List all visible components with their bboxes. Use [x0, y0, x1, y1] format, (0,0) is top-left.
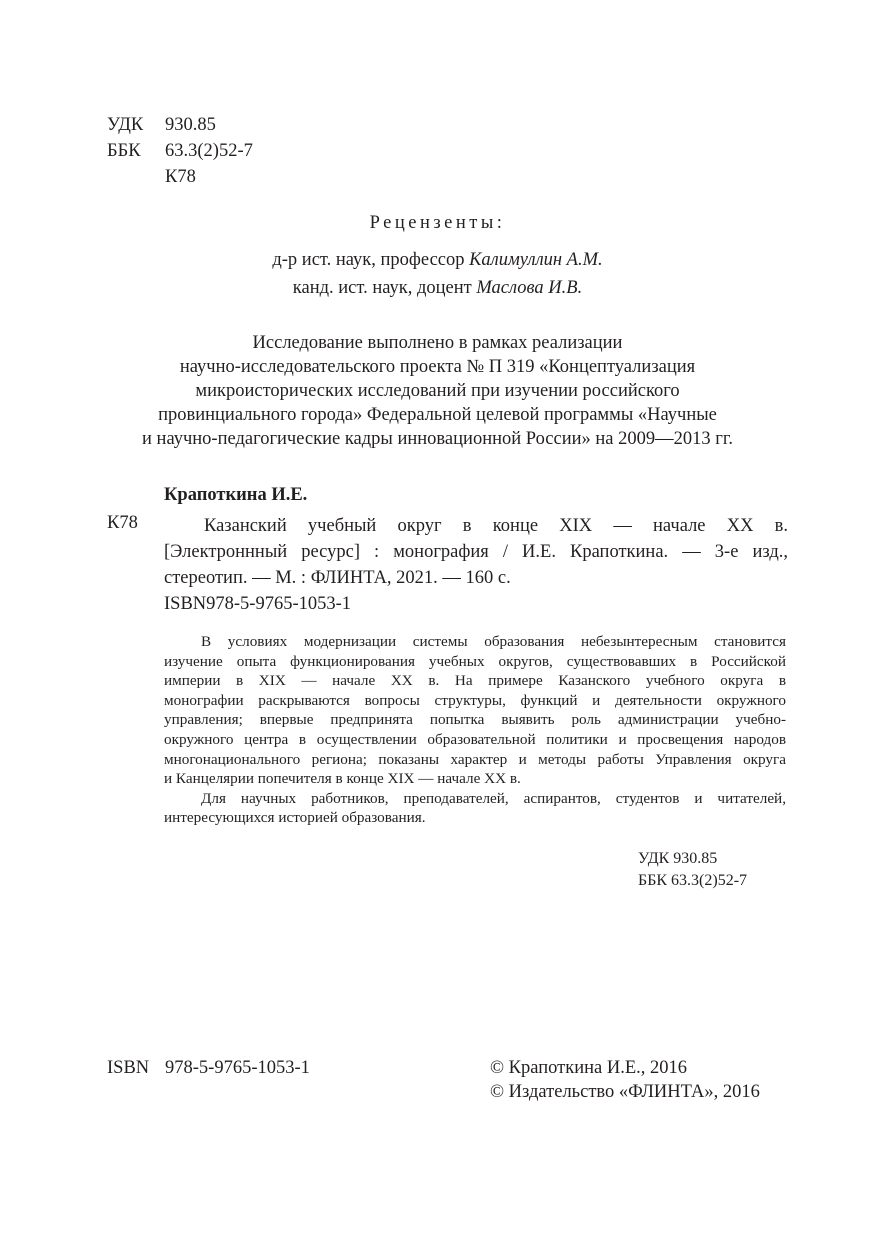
catalog-line: Казанский учебный округ в конце XIX — начале XX в. [204, 516, 788, 536]
funding-note-line: научно-исследовательского проекта № П 319 «Концептуализация [179, 357, 696, 377]
catalog-isbn: ISBN978-5-9765-1053-1 [164, 594, 352, 614]
funding-note-line: провинциального города» Федеральной целевой программы «Научные [158, 405, 717, 425]
reviewer-1-title: д-р ист. наук, профессор [272, 250, 465, 270]
isbn-value: 978-5-9765-1053-1 [165, 1058, 310, 1078]
copyright-author: © Крапоткина И.Е., 2016 [490, 1058, 688, 1078]
catalog-line: стереотип. — М. : ФЛИНТА, 2021. — 160 с. [164, 568, 511, 588]
catalog-author: Крапоткина И.Е. [164, 485, 308, 505]
udk-value: 930.85 [165, 115, 216, 135]
annotation-line: В условиях модернизации системы образования небезынтересным становится [201, 633, 786, 650]
annotation-line: управления; впервые предпринята попытка выявить роль администрации учебно- [164, 711, 786, 729]
catalog-line: [Электроннный ресурс] : монография / И.Е. Крапоткина. — 3-е изд., [164, 542, 788, 562]
udk-label: УДК [107, 115, 144, 135]
isbn-line [107, 1058, 310, 1079]
catalog-mark: К78 [107, 513, 138, 533]
reviewer-1 [0, 250, 875, 271]
annotation-line: окружного центра в осуществлении образовательной политики и просвещения народов [164, 730, 786, 748]
annotation-line: империи в XIX — начале XX в. На примере Казанского учебного округа в [164, 672, 786, 690]
funding-note-line: и научно-педагогические кадры инновационной России» на 2009—2013 гг. [142, 429, 733, 449]
funding-note-line: микроисторических исследований при изучении российского [195, 381, 680, 401]
reviewer-2-name: Маслова И.В. [476, 278, 583, 298]
funding-note-line: Исследование выполнено в рамках реализации [252, 333, 623, 353]
copyright-publisher: © Издательство «ФЛИНТА», 2016 [490, 1082, 760, 1102]
bbk-line [107, 141, 253, 162]
annotation-line: и Канцелярии попечителя в конце XIX — начале XX в. [164, 770, 521, 788]
reviewer-2-title: канд. ист. наук, доцент [292, 278, 472, 298]
annotation [164, 632, 786, 828]
bbk-label: ББК [107, 141, 141, 161]
reviewer-1-name: Калимуллин А.М. [469, 250, 603, 270]
reviewer-2 [0, 278, 875, 299]
annotation-line: монографии раскрываются вопросы структуры, функций и деятельности окружного [164, 691, 786, 709]
author-mark: К78 [165, 167, 196, 187]
annotation-line: Для научных работников, преподавателей, аспирантов, студентов и читателей, [201, 789, 786, 807]
udk-line [107, 115, 216, 136]
isbn-label: ISBN [107, 1058, 150, 1078]
bbk-value: 63.3(2)52-7 [165, 141, 253, 161]
udk-bottom: УДК 930.85 [638, 850, 718, 867]
catalog-description [164, 513, 788, 617]
annotation-line: изучение опыта функционирования учебных округов, существовавших в Российской [164, 652, 786, 670]
annotation-line: многонационального региона; показаны характер и методы работы Управления округа [164, 750, 786, 768]
bbk-bottom: ББК 63.3(2)52-7 [638, 872, 748, 889]
reviewers-heading: Рецензенты: [369, 213, 506, 233]
annotation-line: интересующихся историей образования. [164, 809, 426, 827]
